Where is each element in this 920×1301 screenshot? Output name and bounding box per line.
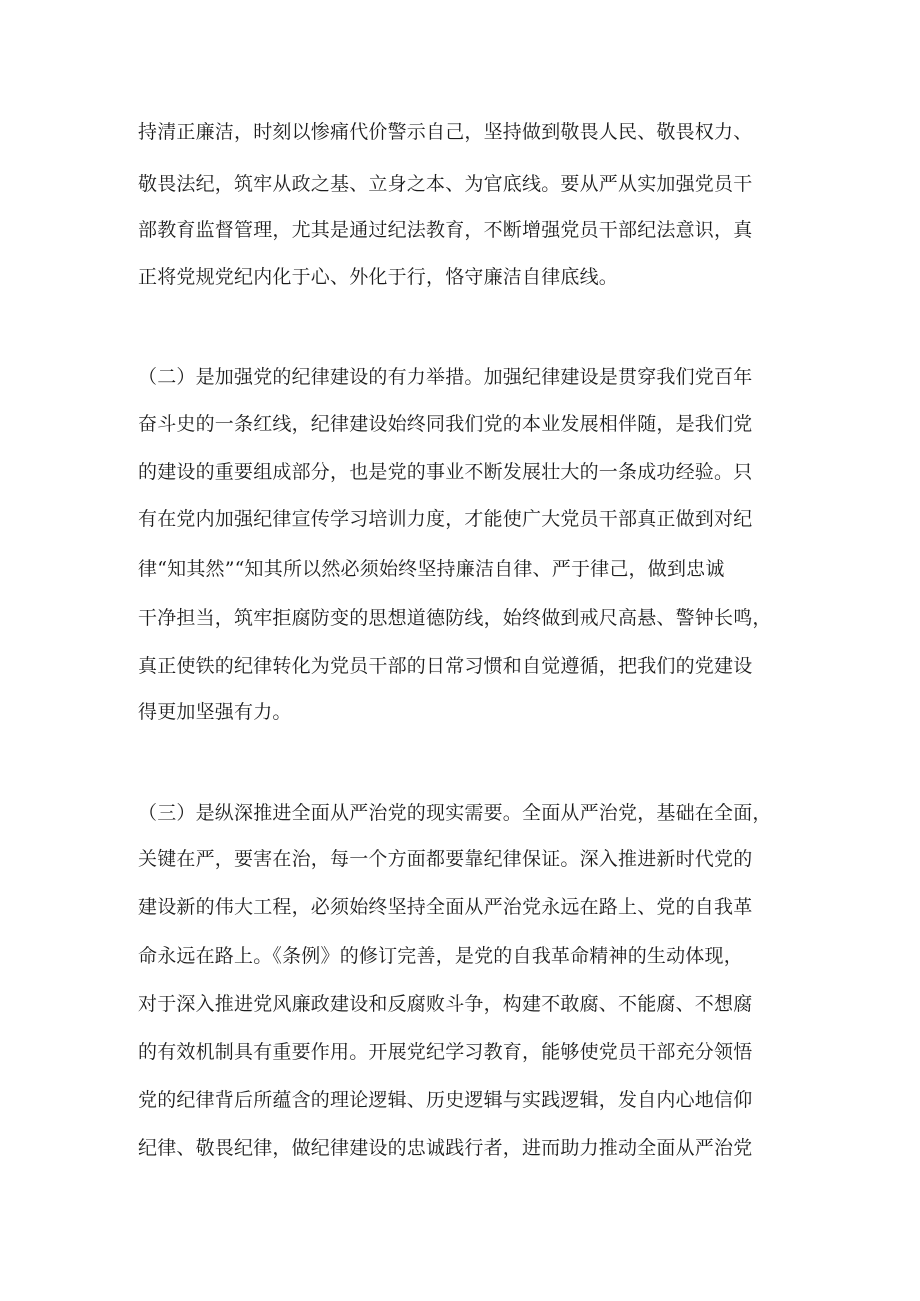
paragraph-3-line-8: 纪律、敬畏纪律，做纪律建设的忠诚践行者，进而助力推动全面从严治党 (138, 1137, 753, 1159)
paragraph-3-line-7: 党的纪律背后所蕴含的理论逻辑、历史逻辑与实践逻辑，发自内心地信仰 (138, 1089, 753, 1111)
paragraph-3-line-1: （三）是纵深推进全面从严治党的现实需要。全面从严治党，基础在全面， (138, 802, 772, 824)
paragraph-3-line-2: 关键在严，要害在治，每一个方面都要靠纪律保证。深入推进新时代党的 (138, 848, 753, 870)
paragraph-2-line-8: 得更加坚强有力。 (138, 701, 292, 723)
paragraph-2-line-6: 干净担当，筑牢拒腐防变的思想道德防线，始终做到戒尺高悬、警钟长鸣， (138, 607, 772, 629)
paragraph-2-line-3: 的建设的重要组成部分，也是党的事业不断发展壮大的一条成功经验。只 (138, 461, 753, 483)
paragraph-2-line-5: 律“知其然”“知其所以然必须始终坚持廉洁自律、严于律己，做到忠诚 (138, 558, 725, 580)
paragraph-1-line-4: 正将党规党纪内化于心、外化于行，恪守廉洁自律底线。 (138, 266, 619, 288)
paragraph-2-line-4: 有在党内加强纪律宣传学习培训力度，才能使广大党员干部真正做到对纪 (138, 508, 753, 530)
paragraph-2-line-2: 奋斗史的一条红线，纪律建设始终同我们党的本业发展相伴随，是我们党 (138, 413, 753, 435)
paragraph-2-line-1: （二）是加强党的纪律建设的有力举措。加强纪律建设是贯穿我们党百年 (138, 366, 753, 388)
paragraph-3-line-4: 命永远在路上。《条例》的修订完善，是党的自我革命精神的生动体现， (138, 945, 743, 967)
paragraph-1-line-2: 敬畏法纪，筑牢从政之基、立身之本、为官底线。要从严从实加强党员干 (138, 173, 753, 195)
paragraph-3-line-6: 的有效机制具有重要作用。开展党纪学习教育，能够使党员干部充分领悟 (138, 1041, 753, 1063)
paragraph-1-line-3: 部教育监督管理，尤其是通过纪法教育，不断增强党员干部纪法意识，真 (138, 219, 753, 241)
paragraph-2-line-7: 真正使铁的纪律转化为党员干部的日常习惯和自觉遵循，把我们的党建设 (138, 655, 753, 677)
paragraph-3-line-3: 建设新的伟大工程，必须始终坚持全面从严治党永远在路上、党的自我革 (138, 896, 753, 918)
paragraph-3-line-5: 对于深入推进党风廉政建设和反腐败斗争，构建不敢腐、不能腐、不想腐 (138, 993, 753, 1015)
paragraph-1-line-1: 持清正廉洁，时刻以惨痛代价警示自己，坚持做到敬畏人民、敬畏权力、 (138, 121, 753, 143)
